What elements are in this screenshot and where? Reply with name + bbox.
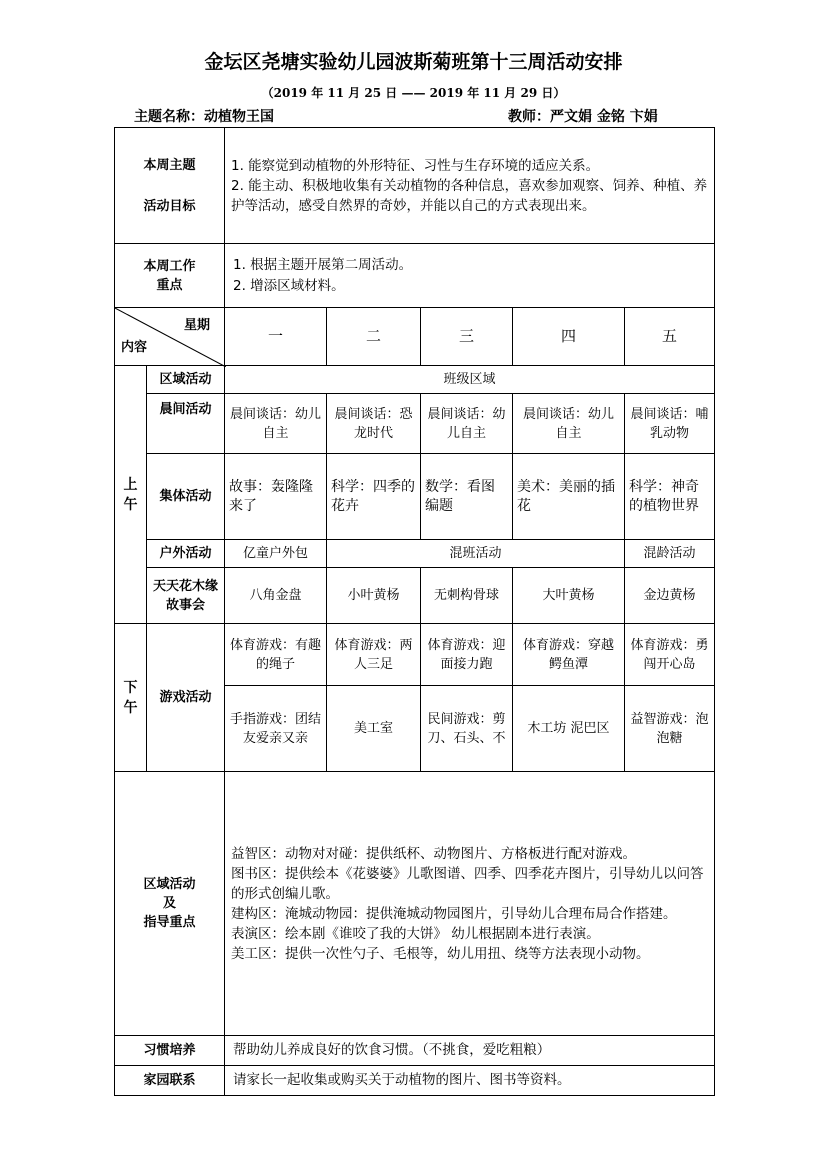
day-header: 三: [421, 308, 513, 366]
habit-value: 帮助幼儿养成良好的饮食习惯。（不挑食，爱吃粗粮）: [225, 1036, 715, 1066]
weekday-label: 星期: [183, 318, 210, 333]
area-activity-value: 班级区域: [225, 366, 715, 394]
group-activity-label: 集体活动: [147, 454, 225, 540]
game-cell: 民间游戏：剪刀、石头、不: [421, 686, 513, 772]
morning-label: 上午: [115, 366, 147, 624]
zones-label: 区域活动 及 指导重点: [115, 772, 225, 1036]
outdoor-mixed-age: 混龄活动: [625, 540, 715, 568]
header-diagonal-cell: [115, 308, 225, 366]
area-activity-label: 区域活动: [147, 366, 225, 394]
goal-item: 1. 能察觉到动植物的外形特征、习性与生存环境的适应关系。: [231, 157, 600, 174]
game-cell: 益智游戏：泡泡糖: [625, 686, 715, 772]
zone-item: 表演区：绘本剧《谁咬了我的大饼》 幼儿根据剧本进行表演。: [231, 925, 600, 942]
zone-item: 益智区：动物对对碰：提供纸杯、动物图片、方格板进行配对游戏。: [231, 845, 636, 862]
story-activity-label: 天天花木缘故事会: [147, 568, 225, 624]
story-cell: 大叶黄杨: [513, 568, 625, 624]
schedule-table: [114, 127, 715, 1096]
home-label: 家园联系: [115, 1066, 225, 1096]
work-content: [225, 244, 715, 308]
game-cell: 美工室: [327, 686, 421, 772]
outdoor-mixed-class: 混班活动: [327, 540, 625, 568]
outdoor-monday: 亿童户外包: [225, 540, 327, 568]
page-title: 金坛区尧塘实验幼儿园波斯菊班第十三周活动安排: [204, 51, 623, 73]
home-value: 请家长一起收集或购买关于动植物的图片、图书等资料。: [225, 1066, 715, 1096]
game-cell: 手指游戏：团结友爱亲又亲: [225, 686, 327, 772]
game-cell: 体育游戏：两人三足: [327, 624, 421, 686]
day-header: 四: [513, 308, 625, 366]
early-activity-cell: 晨间谈话：幼儿自主: [225, 394, 327, 454]
work-item: 1. 根据主题开展第二周活动。: [233, 256, 413, 273]
date-range: （2019 年 11 月 25 日 —— 2019 年 11 月 29 日）: [261, 86, 566, 100]
day-header: 五: [625, 308, 715, 366]
game-cell: 木工坊 泥巴区: [513, 686, 625, 772]
game-cell: 体育游戏：迎面接力跑: [421, 624, 513, 686]
group-activity-cell: 科学：神奇的植物世界: [625, 454, 715, 540]
zones-content: [225, 772, 715, 1036]
story-cell: 小叶黄杨: [327, 568, 421, 624]
zone-item: 美工区：提供一次性勺子、毛根等，幼儿用扭、绕等方法表现小动物。: [231, 945, 650, 962]
content-label: 内容: [121, 340, 148, 355]
story-cell: 无刺构骨球: [421, 568, 513, 624]
work-item: 2. 增添区域材料。: [233, 277, 345, 294]
afternoon-label: 下午: [115, 624, 147, 772]
habit-label: 习惯培养: [115, 1036, 225, 1066]
early-activity-cell: 晨间谈话：恐龙时代: [327, 394, 421, 454]
game-cell: 体育游戏：有趣的绳子: [225, 624, 327, 686]
game-activity-label: 游戏活动: [147, 624, 225, 772]
day-header: 一: [225, 308, 327, 366]
game-cell: 体育游戏：勇闯开心岛: [625, 624, 715, 686]
goal-item: 2. 能主动、积极地收集有关动植物的各种信息，喜欢参加观察、饲养、种植、养护等活动，感受自然界的奇妙，并能以自己的方式表现出来。: [231, 177, 708, 214]
early-activity-cell: 晨间谈话：幼儿自主: [513, 394, 625, 454]
theme-name: 主题名称：动植物王国: [134, 109, 274, 125]
group-activity-cell: 故事：轰隆隆来了: [225, 454, 327, 540]
group-activity-cell: 科学：四季的花卉: [327, 454, 421, 540]
story-cell: 金边黄杨: [625, 568, 715, 624]
early-activity-label: 晨间活动: [147, 394, 225, 454]
zone-item: 图书区：提供绘本《花婆婆》儿歌图谱、四季、四季花卉图片，引导幼儿以问答的形式创编儿歌。: [231, 865, 704, 902]
story-cell: 八角金盘: [225, 568, 327, 624]
goals-content: [225, 128, 715, 244]
group-activity-cell: 数学：看图编题: [421, 454, 513, 540]
early-activity-cell: 晨间谈话：幼儿自主: [421, 394, 513, 454]
outdoor-activity-label: 户外活动: [147, 540, 225, 568]
teacher-names: 教师：严文娟 金铭 卞娟: [508, 109, 658, 125]
early-activity-cell: 晨间谈话：哺乳动物: [625, 394, 715, 454]
game-cell: 体育游戏：穿越鳄鱼潭: [513, 624, 625, 686]
group-activity-cell: 美术：美丽的插花: [513, 454, 625, 540]
day-header: 二: [327, 308, 421, 366]
work-label: 本周工作 重点: [115, 244, 225, 308]
goals-label: 本周主题 活动目标: [115, 128, 225, 244]
zone-item: 建构区：淹城动物园：提供淹城动物园图片，引导幼儿合理布局合作搭建。: [231, 905, 677, 922]
